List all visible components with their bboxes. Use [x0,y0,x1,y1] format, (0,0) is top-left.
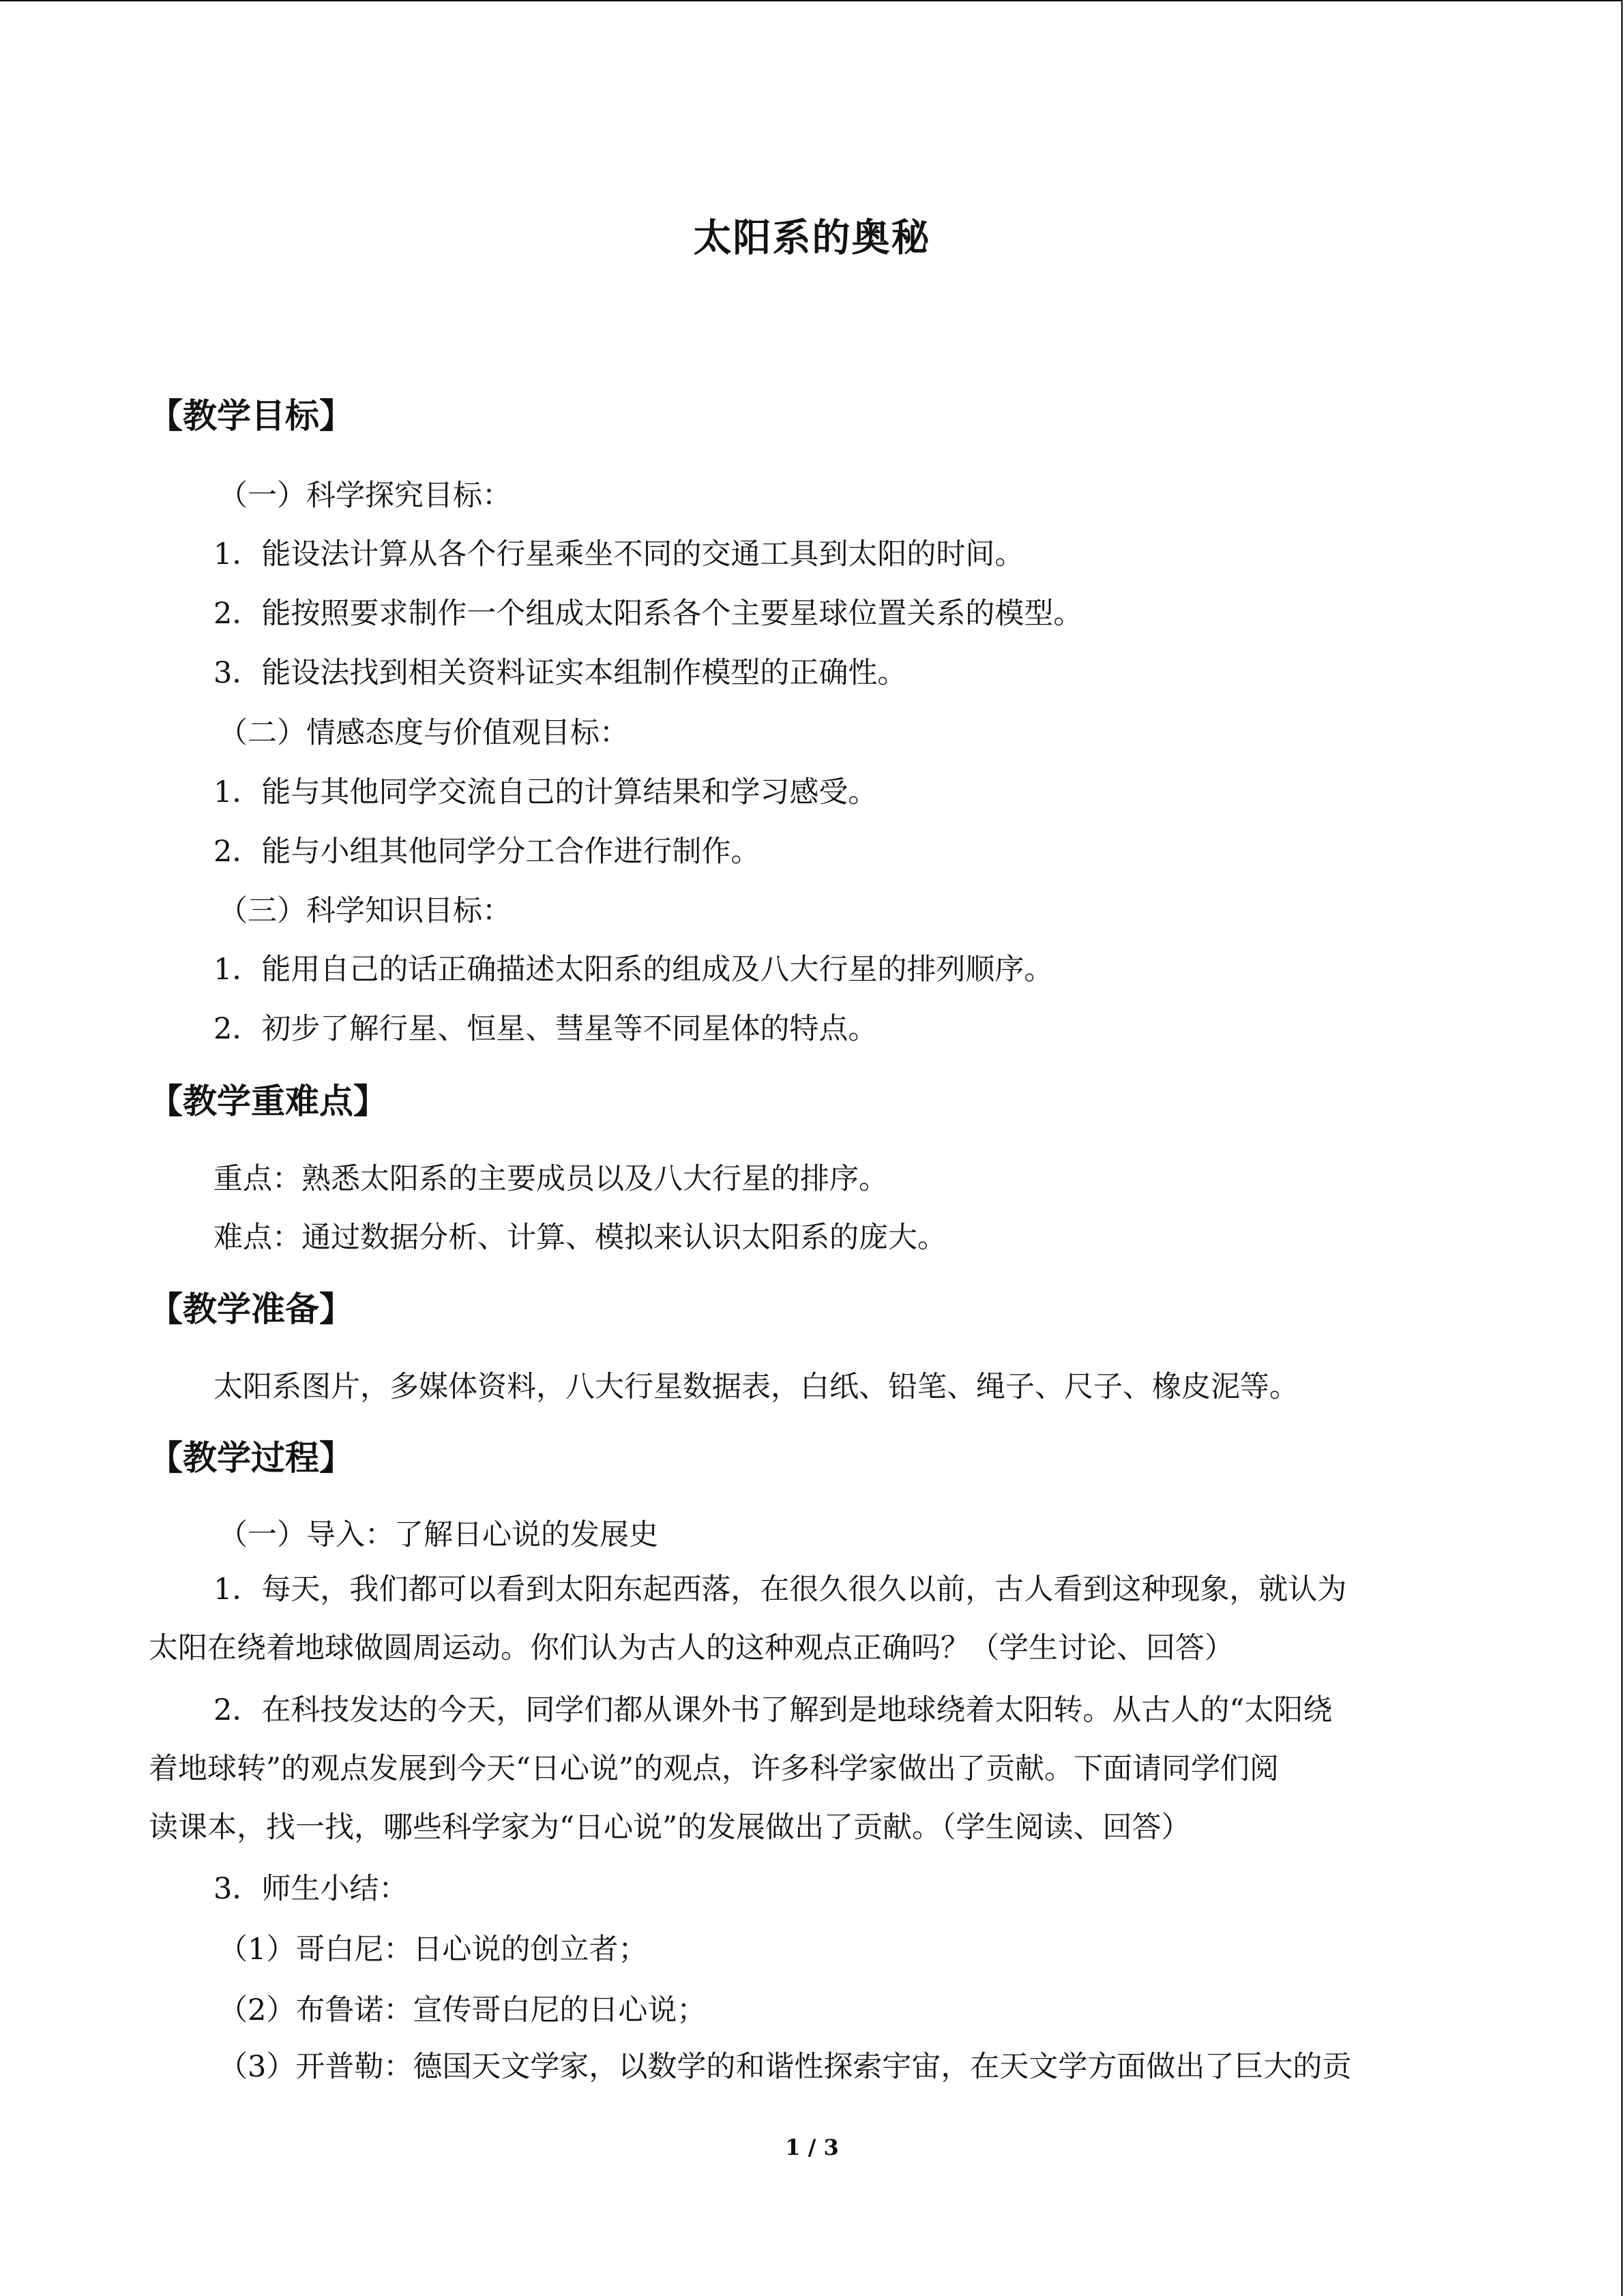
process-line: 1．每天，我们都可以看到太阳东起西落，在很久很久以前，古人看到这种现象，就认为 [213,1572,1347,1607]
process-line: （1）哥白尼：日心说的创立者； [218,1933,648,1967]
process-line: 3．师生小结： [213,1872,409,1906]
process-line: （2）布鲁诺：宣传哥白尼的日心说； [218,1993,707,2027]
process-line: （一）导入：了解日心说的发展史 [218,1518,658,1552]
heading-key-points: 【教学重难点】 [149,1082,387,1121]
objectives-line: 1．能设法计算从各个行星乘坐不同的交通工具到太阳的时间。 [213,537,1024,571]
process-line: 读课本，找一找，哪些科学家为“日心说”的发展做出了贡献。（学生阅读、回答） [149,1810,1191,1845]
objectives-line: 1．能与其他同学交流自己的计算结果和学习感受。 [213,775,878,809]
objectives-line: （三）科学知识目标： [218,894,512,928]
objectives-line: 3．能设法找到相关资料证实本组制作模型的正确性。 [213,656,907,690]
objectives-line: （二）情感态度与价值观目标： [218,716,629,750]
process-line: 太阳在绕着地球做圆周运动。你们认为古人的这种观点正确吗？（学生讨论、回答） [149,1631,1234,1665]
key-points-line: 重点：熟悉太阳系的主要成员以及八大行星的排序。 [213,1162,888,1196]
preparation-line: 太阳系图片，多媒体资料，八大行星数据表，白纸、铅笔、绳子、尺子、橡皮泥等。 [213,1370,1299,1404]
process-line: 着地球转”的观点发展到今天“日心说”的观点，许多科学家做出了贡献。下面请同学们阅 [149,1752,1279,1786]
process-line: （3）开普勒：德国天文学家，以数学的和谐性探索宇宙，在天文学方面做出了巨大的贡 [218,2050,1352,2084]
objectives-line: 1．能用自己的话正确描述太阳系的组成及八大行星的排列顺序。 [213,953,1054,987]
page-number: 1 / 3 [785,2134,839,2160]
objectives-line: 2．初步了解行星、恒星、彗星等不同星体的特点。 [213,1012,878,1046]
page-title: 太阳系的奥秘 [693,216,931,260]
key-points-line: 难点：通过数据分析、计算、模拟来认识太阳系的庞大。 [213,1221,947,1255]
objectives-line: 2．能按照要求制作一个组成太阳系各个主要星球位置关系的模型。 [213,597,1083,631]
heading-preparation: 【教学准备】 [149,1289,353,1329]
heading-objectives: 【教学目标】 [149,396,353,436]
objectives-line: 2．能与小组其他同学分工合作进行制作。 [213,835,761,869]
objectives-line: （一）科学探究目标： [218,479,512,513]
process-line: 2．在科技发达的今天，同学们都从课外书了解到是地球绕着太阳转。从古人的“太阳绕 [213,1693,1333,1727]
heading-process: 【教学过程】 [149,1438,353,1478]
